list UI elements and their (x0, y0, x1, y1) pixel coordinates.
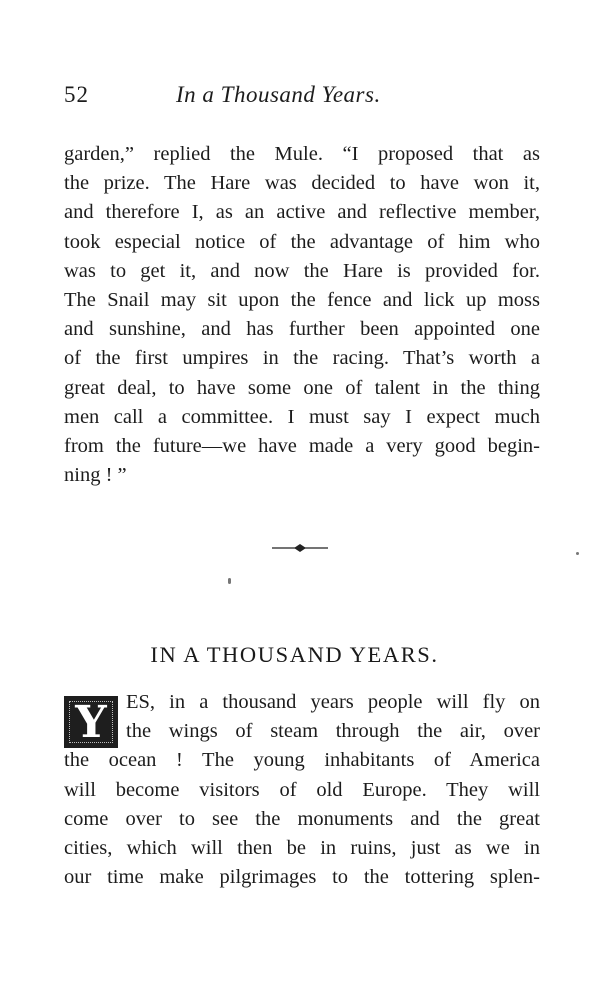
text-line: of the first umpires in the racing. That’s worth a (64, 347, 540, 370)
text-line: come over to see the monuments and the great (64, 807, 540, 830)
text-line: from the future—we have made a very good begin- (64, 434, 540, 457)
text-line: the prize. The Hare was decided to have won it, (64, 172, 540, 195)
section-title: IN A THOUSAND YEARS. (150, 642, 439, 667)
page-number: 52 (64, 82, 89, 107)
running-head (64, 82, 534, 114)
text-line: was to get it, and now the Hare is provided for. (64, 259, 540, 282)
running-title: In a Thousand Years. (176, 82, 381, 107)
section-divider-ornament (270, 540, 330, 556)
text-line: our time make pilgrimages to the tottering splen- (64, 866, 540, 889)
text-line: ning ! ” (64, 464, 127, 487)
drop-cap-glyph: Y (75, 696, 107, 748)
print-speck (228, 578, 231, 584)
text-line: the wings of steam through the air, over (126, 720, 540, 743)
text-line: garden,” replied the Mule. “I proposed that as (64, 143, 540, 165)
text-line: ES, in a thousand years people will fly on (126, 691, 540, 713)
passage-one (64, 140, 540, 490)
text-line: and therefore I, as an active and reflective member, (64, 201, 540, 224)
text-line: the ocean ! The young inhabitants of America (64, 749, 540, 772)
text-line: took especial notice of the advantage of him who (64, 230, 540, 253)
text-line: cities, which will then be in ruins, just as we in (64, 836, 540, 859)
text-line: men call a committee. I must say I expect much (64, 405, 540, 428)
text-line: will become visitors of old Europe. They will (64, 778, 540, 801)
text-line: great deal, to have some one of talent in the thing (64, 376, 540, 399)
print-speck (576, 552, 579, 555)
text-line: The Snail may sit upon the fence and lick up moss (64, 288, 540, 311)
text-line: and sunshine, and has further been appointed one (64, 318, 540, 341)
section-body (64, 688, 540, 892)
